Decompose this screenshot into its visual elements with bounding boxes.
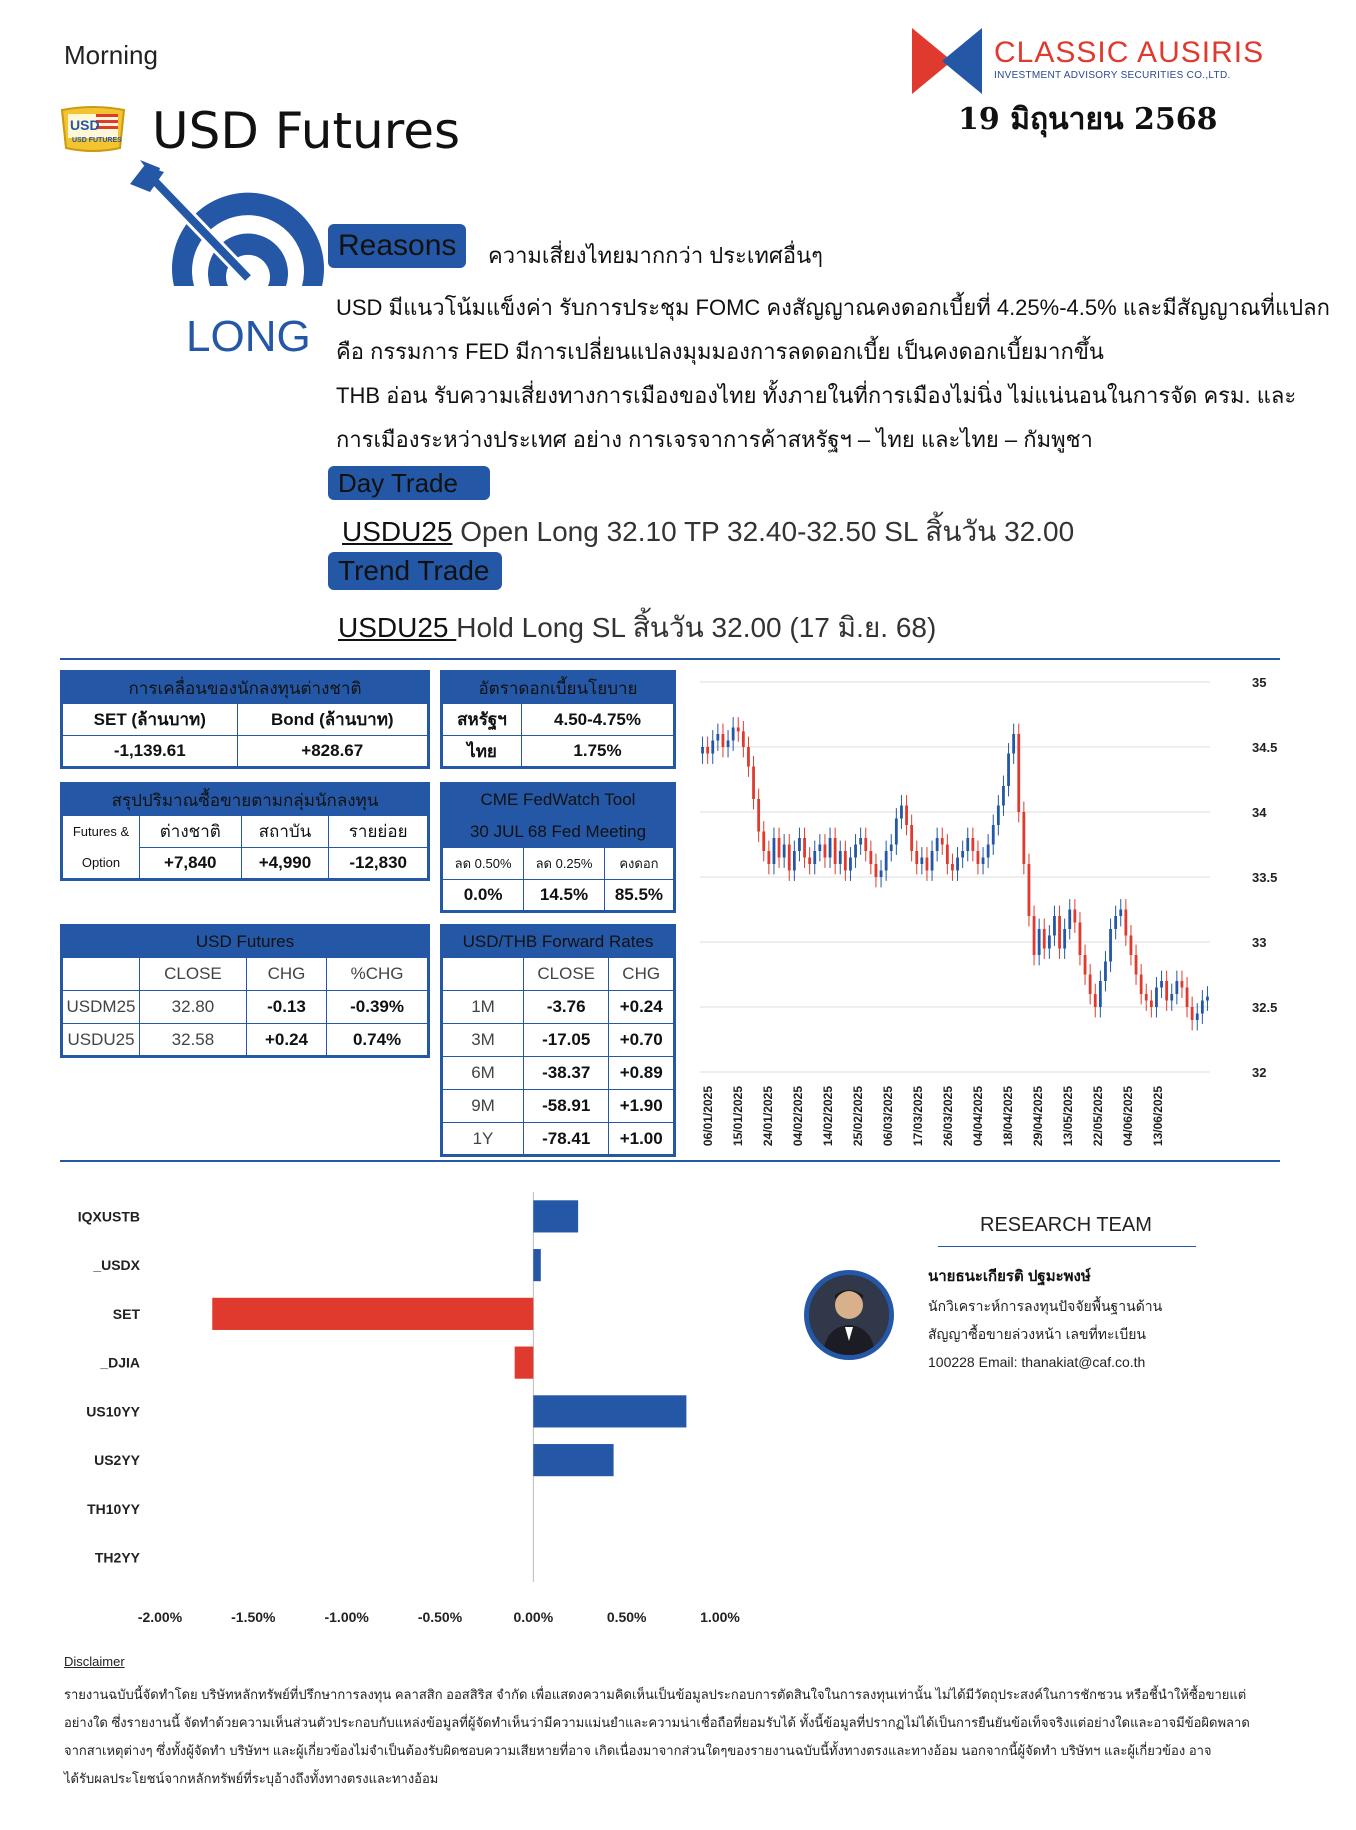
rate-value: 4.50-4.75% [522, 704, 675, 736]
candle-body [951, 864, 954, 871]
bar [212, 1298, 533, 1330]
symbol-cell: USDU25 [62, 1024, 140, 1057]
cut-50-header: ลด 0.50% [442, 848, 524, 880]
candle-body [783, 845, 786, 858]
fedwatch-subtitle: 30 JUL 68 Fed Meeting [442, 816, 675, 848]
reasons-label: Reasons [328, 224, 466, 268]
candle-body [1099, 981, 1102, 1007]
candle-body [716, 734, 719, 741]
x-tick-label: 1.00% [700, 1609, 740, 1625]
trend-trade-label: Trend Trade [328, 552, 502, 590]
country-label: สหรัฐฯ [442, 704, 522, 736]
category-label: US10YY [86, 1403, 140, 1420]
x-tick-label: 04/04/2025 [971, 1086, 985, 1147]
x-tick-label: 26/03/2025 [941, 1086, 955, 1147]
analyst-name: นายธนะเกียรติ ปฐมะพงษ์ [928, 1268, 1091, 1285]
candle-body [1130, 936, 1133, 956]
policy-rate-table [440, 670, 676, 769]
candle-body [844, 851, 847, 871]
close-cell: -38.37 [524, 1057, 609, 1090]
tenor-cell: 3M [442, 1024, 524, 1057]
bond-value: +828.67 [237, 736, 428, 768]
blank-header [442, 958, 524, 991]
day-trade-label: Day Trade [328, 466, 490, 500]
candle-body [854, 845, 857, 858]
x-tick-label: 0.00% [513, 1609, 554, 1625]
y-tick-label: 32.5 [1252, 1000, 1278, 1015]
bar [533, 1200, 578, 1232]
day-trade-detail: Open Long 32.10 TP 32.40-32.50 SL สิ้นวัน 32.00 [452, 516, 1075, 547]
candle-body [997, 806, 1000, 826]
chg-cell: -0.13 [246, 991, 326, 1024]
x-tick-label: 14/02/2025 [821, 1086, 835, 1147]
futures-option-label-2: Option [62, 848, 140, 880]
analyst-avatar [804, 1270, 894, 1360]
candle-body [798, 838, 801, 851]
x-tick-label: 15/01/2025 [731, 1086, 745, 1147]
candle-body [875, 864, 878, 877]
candle-body [727, 741, 730, 748]
candle-body [1206, 997, 1209, 1001]
country-label: ไทย [442, 736, 522, 768]
cut-25-value: 14.5% [524, 880, 605, 912]
day-trade-symbol: USDU25 [342, 516, 453, 547]
candle-body [931, 851, 934, 871]
candle-body [1079, 923, 1082, 956]
candle-body [1028, 864, 1031, 916]
candle-body [722, 734, 725, 747]
report-date: 19 มิถุนายน 2568 [958, 102, 1218, 137]
chg-cell: +0.24 [609, 991, 675, 1024]
analyst-license: สัญญาซื้อขายล่วงหน้า เลขที่ทะเบียน [928, 1326, 1146, 1342]
institution-value: +4,990 [241, 848, 329, 880]
blank-header [62, 958, 140, 991]
trend-trade-text [338, 606, 936, 650]
candle-body [1124, 910, 1127, 936]
x-tick-label: 22/05/2025 [1091, 1086, 1105, 1147]
close-cell: -17.05 [524, 1024, 609, 1057]
candle-body [1048, 936, 1051, 949]
candle-body [829, 838, 832, 858]
futures-option-label: Futures & [62, 816, 140, 848]
candle-body [1073, 910, 1076, 923]
forward-rates-table [440, 924, 676, 1157]
pctchg-cell: -0.39% [327, 991, 429, 1024]
candle-body [880, 871, 883, 878]
candle-body [1063, 929, 1066, 949]
trend-trade-symbol: USDU25 [338, 612, 457, 643]
foreign-flow-table [60, 670, 430, 769]
candle-body [936, 838, 939, 851]
pctchg-cell: 0.74% [327, 1024, 429, 1057]
chg-cell: +0.89 [609, 1057, 675, 1090]
fedwatch-title: CME FedWatch Tool [442, 784, 675, 816]
candle-body [1119, 910, 1122, 917]
set-header: SET (ล้านบาท) [62, 704, 238, 736]
category-label: US2YY [94, 1452, 140, 1469]
usdthb-candlestick-chart [690, 660, 1280, 1160]
x-tick-label: -0.50% [417, 1609, 463, 1625]
y-tick-label: 33 [1252, 935, 1267, 950]
candle-body [808, 858, 811, 865]
chg-cell: +0.24 [246, 1024, 326, 1057]
investor-summary-title: สรุปปริมาณซื้อขายตามกลุ่มนักลงทุน [62, 784, 429, 816]
disclaimer-title: Disclaimer [64, 1654, 125, 1669]
candle-body [1114, 916, 1117, 929]
close-cell: 32.80 [140, 991, 247, 1024]
tenor-cell: 9M [442, 1090, 524, 1123]
candle-body [971, 838, 974, 851]
candle-body [1043, 929, 1046, 949]
candle-body [849, 858, 852, 871]
candle-body [926, 858, 929, 871]
y-tick-label: 32 [1252, 1065, 1267, 1080]
category-label: IQXUSTB [77, 1208, 140, 1225]
candle-body [1017, 734, 1020, 812]
x-tick-label: 18/04/2025 [1001, 1086, 1015, 1147]
candle-body [762, 832, 765, 852]
candle-body [859, 838, 862, 845]
x-tick-label: -1.00% [324, 1609, 369, 1625]
candle-body [1109, 929, 1112, 962]
candle-body [737, 728, 740, 732]
candle-body [706, 747, 709, 754]
research-team-title: RESEARCH TEAM [980, 1214, 1152, 1236]
candle-body [946, 845, 949, 865]
candle-body [956, 858, 959, 871]
trend-trade-detail: Hold Long SL สิ้นวัน 32.00 (17 มิ.ย. 68) [456, 612, 937, 643]
close-cell: -78.41 [524, 1123, 609, 1156]
candle-body [1145, 994, 1148, 1001]
candle-body [1007, 754, 1010, 787]
category-label: _USDX [93, 1257, 140, 1274]
analyst-email: 100228 Email: thanakiat@caf.co.th [928, 1354, 1146, 1370]
candle-body [1160, 981, 1163, 988]
rate-value: 1.75% [522, 736, 675, 768]
tenor-cell: 1M [442, 991, 524, 1024]
investor-summary-table [60, 782, 430, 881]
close-header: CLOSE [140, 958, 247, 991]
candle-body [1165, 981, 1168, 1001]
chg-cell: +1.90 [609, 1090, 675, 1123]
svg-text:USD FUTURES: USD FUTURES [72, 137, 122, 144]
bar [533, 1395, 686, 1427]
y-tick-label: 34 [1252, 805, 1267, 820]
target-icon [130, 160, 330, 300]
x-tick-label: 17/03/2025 [911, 1086, 925, 1147]
tenor-cell: 6M [442, 1057, 524, 1090]
candle-body [987, 845, 990, 858]
close-cell: -58.91 [524, 1090, 609, 1123]
candle-body [1140, 975, 1143, 995]
candle-body [773, 838, 776, 864]
candle-body [961, 851, 964, 858]
x-tick-label: 06/01/2025 [701, 1086, 715, 1147]
candle-body [905, 806, 908, 826]
y-tick-label: 34.5 [1252, 740, 1278, 755]
candle-body [1089, 975, 1092, 995]
retail-header: รายย่อย [329, 816, 429, 848]
candle-body [982, 858, 985, 865]
candle-body [920, 858, 923, 865]
candle-body [803, 838, 806, 858]
reason-line: THB อ่อน รับความเสี่ยงทางการเมืองของไทย ทั้งภายในที่การเมืองไม่นิ่ง ไม่แน่นอนในการจัด ครม. และ [336, 383, 1297, 408]
candle-body [834, 838, 837, 864]
candle-body [742, 731, 745, 747]
y-tick-label: 35 [1252, 675, 1267, 690]
candle-body [890, 845, 893, 852]
candle-body [869, 851, 872, 864]
reason-line: คือ กรรมการ FED มีการเปลี่ยนแปลงมุมมองการลดดอกเบี้ย เป็นคงดอกเบี้ยมากขึ้น [336, 339, 1104, 364]
divider [60, 1160, 1280, 1162]
disclaimer-line: อย่างใด ซึ่งรายงานนี้ จัดทำด้วยความเห็นส่วนตัวประกอบกับแหล่งข้อมูลที่ผู้จัดทำเห็นว่ามีความแม่นยำและความน่าเชื่อถือที่ยอมรับได้ ทั้งนี้ข้อมูลที่ปรากฏไม่ได้เป็นการยืนยันข้อเท็จจริงแต่อย่างใดและอาจมีข้อผิดพลาด [64, 1715, 1250, 1730]
x-tick-label: -2.00% [137, 1609, 183, 1625]
chg-cell: +0.70 [609, 1024, 675, 1057]
analyst-role: นักวิเคราะห์การลงทุนปัจจัยพื้นฐานด้าน [928, 1298, 1163, 1314]
set-value: -1,139.61 [62, 736, 238, 768]
day-trade-text [342, 510, 1074, 554]
candle-body [992, 825, 995, 845]
close-header: CLOSE [524, 958, 609, 991]
disclaimer-line: ได้รับผลประโยชน์จากหลักทรัพย์ที่ระบุอ้างถึงทั้งทางตรงและทางอ้อม [64, 1771, 439, 1786]
bond-header: Bond (ล้านบาท) [237, 704, 428, 736]
forward-rates-title: USD/THB Forward Rates [442, 926, 675, 958]
bar [533, 1249, 540, 1281]
candle-body [1068, 910, 1071, 930]
position-label: LONG [186, 312, 311, 361]
bar [533, 1444, 613, 1476]
retail-value: -12,830 [329, 848, 429, 880]
candle-body [1033, 916, 1036, 955]
candle-body [793, 851, 796, 871]
x-tick-label: -1.50% [231, 1609, 276, 1625]
candle-body [1094, 994, 1097, 1007]
brand-name: CLASSIC AUSIRIS [994, 36, 1265, 69]
symbol-cell: USDM25 [62, 991, 140, 1024]
candle-body [915, 851, 918, 864]
brand-subtitle: INVESTMENT ADVISORY SECURITIES CO.,LTD. [994, 70, 1231, 81]
candle-body [818, 845, 821, 852]
bar [515, 1347, 534, 1379]
candle-body [910, 825, 913, 851]
candle-body [747, 747, 750, 767]
foreign-header: ต่างชาติ [140, 816, 242, 848]
page-title: USD Futures [152, 102, 461, 160]
research-underline [938, 1246, 1196, 1247]
candle-body [1191, 1007, 1194, 1020]
candle-body [1002, 786, 1005, 806]
hold-header: คงดอก [604, 848, 674, 880]
x-tick-label: 04/02/2025 [791, 1086, 805, 1147]
candle-body [966, 838, 969, 851]
candle-body [977, 851, 980, 864]
disclaimer-line: จากสาเหตุต่างๆ ซึ่งทั้งผู้จัดทำ บริษัทฯ และผู้เกี่ยวข้องไม่จำเป็นต้องรับผิดชอบความเสียหายที่อาจ เกิดเนื่องมาจากส่วนใดๆของรายงานฉบับนี้ทั้งทางตรงและทางอ้อม นอกจากนี้ผู้จัดทำ บริษัทฯ และผู้เกี่ยวข้อง อาจ [64, 1743, 1212, 1758]
usd-futures-title: USD Futures [62, 926, 429, 958]
candle-body [1038, 929, 1041, 955]
candle-body [1186, 988, 1189, 1008]
candle-body [1104, 962, 1107, 982]
candle-body [1175, 981, 1178, 994]
fedwatch-table [440, 782, 676, 913]
x-tick-label: 04/06/2025 [1121, 1086, 1135, 1147]
candle-body [732, 728, 735, 741]
candle-body [1058, 916, 1061, 949]
x-tick-label: 13/05/2025 [1061, 1086, 1075, 1147]
candle-body [824, 845, 827, 858]
x-tick-label: 06/03/2025 [881, 1086, 895, 1147]
disclaimer-line: รายงานฉบับนี้จัดทำโดย บริษัทหลักทรัพย์ที่ปรึกษาการลงทุน คลาสสิก ออสสิริส จำกัด เพื่อแสดงความคิดเห็นเป็นข้อมูลประกอบการตัดสินใจในการลงทุนเท่านั้น ไม่ได้มีวัตถุประสงค์ในการชักชวน หรือชี้นำให้ซื้อขายแต่ [64, 1687, 1247, 1702]
candle-body [1150, 1001, 1153, 1008]
x-tick-label: 13/06/2025 [1151, 1086, 1165, 1147]
candle-body [767, 851, 770, 864]
close-cell: -3.76 [524, 991, 609, 1024]
candle-body [788, 845, 791, 871]
category-label: _DJIA [100, 1354, 140, 1371]
candle-body [839, 851, 842, 864]
policy-rate-title: อัตราดอกเบี้ยนโยบาย [442, 672, 675, 704]
candle-body [711, 741, 714, 754]
candle-body [895, 819, 898, 845]
tenor-cell: 1Y [442, 1123, 524, 1156]
candle-body [778, 838, 781, 858]
foreign-value: +7,840 [140, 848, 242, 880]
market-change-bar-chart [60, 1172, 780, 1632]
candle-body [1135, 955, 1138, 975]
candle-body [1170, 994, 1173, 1001]
cut-25-header: ลด 0.25% [524, 848, 605, 880]
x-tick-label: 24/01/2025 [761, 1086, 775, 1147]
x-tick-label: 29/04/2025 [1031, 1086, 1045, 1147]
candle-body [900, 806, 903, 819]
candle-body [1022, 812, 1025, 864]
candle-body [1181, 981, 1184, 988]
usd-futures-logo [58, 104, 128, 154]
reason-line: USD มีแนวโน้มแข็งค่า รับการประชุม FOMC คงสัญญาณคงดอกเบี้ยที่ 4.25%-4.5% และมีสัญญาณที่แปลก [336, 295, 1330, 320]
candle-body [701, 747, 704, 754]
category-label: SET [112, 1305, 140, 1322]
category-label: TH2YY [94, 1549, 140, 1566]
chg-cell: +1.00 [609, 1123, 675, 1156]
reason-line: การเมืองระหว่างประเทศ อย่าง การเจรจาการค้าสหรัฐฯ – ไทย และไทย – กัมพูชา [336, 427, 1093, 452]
session-label: Morning [64, 40, 158, 70]
foreign-flow-title: การเคลื่อนของนักลงทุนต่างชาติ [62, 672, 429, 704]
reasons-headline: ความเสี่ยงไทยมากกว่า ประเทศอื่นๆ [488, 243, 823, 268]
candle-body [752, 767, 755, 800]
candle-body [1196, 1014, 1199, 1021]
institution-header: สถาบัน [241, 816, 329, 848]
x-tick-label: 0.50% [606, 1609, 647, 1625]
chg-header: CHG [246, 958, 326, 991]
candle-body [1155, 988, 1158, 1008]
cut-50-value: 0.0% [442, 880, 524, 912]
candle-body [1084, 955, 1087, 975]
chg-header: CHG [609, 958, 675, 991]
category-label: TH10YY [87, 1500, 140, 1517]
y-tick-label: 33.5 [1252, 870, 1278, 885]
x-tick-label: 25/02/2025 [851, 1086, 865, 1147]
usd-futures-table [60, 924, 430, 1058]
close-cell: 32.58 [140, 1024, 247, 1057]
candle-body [941, 838, 944, 845]
candle-body [1053, 916, 1056, 936]
hold-value: 85.5% [604, 880, 674, 912]
pctchg-header: %CHG [327, 958, 429, 991]
candle-body [1201, 1001, 1204, 1014]
candle-body [885, 851, 888, 871]
candle-body [1012, 734, 1015, 754]
candle-body [813, 851, 816, 864]
candle-body [757, 799, 760, 832]
svg-text:USD: USD [70, 117, 100, 133]
candle-body [864, 838, 867, 851]
